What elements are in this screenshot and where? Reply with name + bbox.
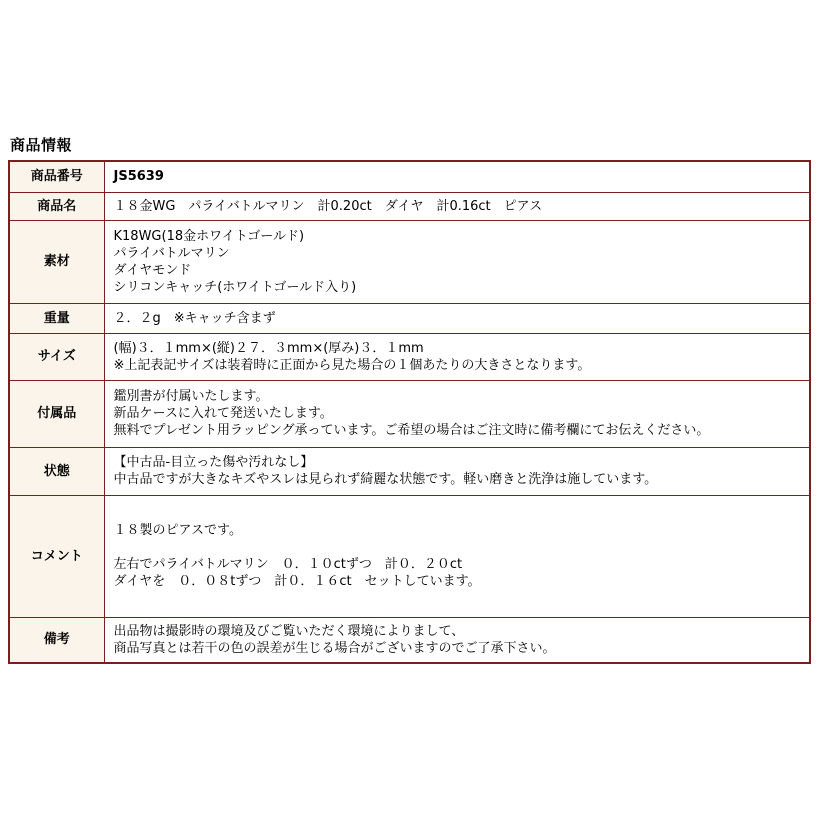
condition-line: 【中古品-目立った傷や汚れなし】	[113, 455, 314, 470]
comment-label: コメント	[9, 495, 104, 617]
condition-line: 中古品ですが大きなキズやスレは見られず綺麗な状態です。軽い磨きと洗浄は施しています。	[113, 472, 658, 487]
material-label: 素材	[9, 220, 104, 303]
row-product-number	[9, 161, 810, 192]
product-info-table	[8, 160, 811, 664]
material-line: K18WG(18金ホワイトゴールド)	[113, 228, 305, 244]
remarks-line: 商品写真とは若干の色の誤差が生じる場合がございますのでご了承下さい。	[113, 640, 556, 656]
product-name-value: １８金WG パライバトルマリン 計0.20ct ダイヤ 計0.16ct ピアス	[104, 192, 810, 220]
comment-line	[114, 539, 801, 556]
accessories-line: 鑑別書が付属いたします。	[113, 389, 269, 404]
row-size	[9, 333, 810, 380]
row-product-name	[9, 192, 810, 220]
size-line: (幅)３．１mm×(縦)２７．３mm×(厚み)３．１mm	[113, 340, 424, 356]
size-line: ※上記表記サイズは装着時に正面から見た場合の１個あたりの大きさとなります。	[113, 357, 591, 373]
product-number-label: 商品番号	[9, 161, 104, 192]
row-condition	[9, 447, 810, 495]
material-value	[104, 220, 810, 303]
comment-line: １８製のピアスです。	[113, 523, 242, 538]
accessories-label: 付属品	[9, 380, 104, 447]
comment-line: ダイヤを ０．０８tずつ 計０．１６ct セットしています。	[113, 574, 481, 589]
material-line: ダイヤモンド	[113, 262, 192, 278]
remarks-line: 出品物は撮影時の環境及びご覧いただく環境によりまして、	[113, 623, 465, 639]
size-value	[104, 333, 810, 380]
remarks-label: 備考	[9, 617, 104, 663]
accessories-line: 新品ケースに入れて発送いたします。	[113, 406, 333, 421]
condition-label: 状態	[9, 447, 104, 495]
product-number-value: JS5639	[104, 161, 810, 192]
accessories-value	[104, 380, 810, 447]
size-label: サイズ	[9, 333, 104, 380]
comment-value	[104, 495, 810, 617]
row-weight	[9, 303, 810, 333]
weight-value: ２．２g ※キャッチ含まず	[104, 303, 810, 333]
page-title: 商品情報	[10, 136, 73, 154]
row-remarks	[9, 617, 810, 663]
remarks-value	[104, 617, 810, 663]
product-name-label: 商品名	[9, 192, 104, 220]
weight-label: 重量	[9, 303, 104, 333]
row-comment	[9, 495, 810, 617]
row-accessories	[9, 380, 810, 447]
material-line: パライバトルマリン	[113, 245, 230, 261]
comment-line: 左右でパライバトルマリン ０．１０ctずつ 計０．２０ct	[113, 557, 463, 572]
accessories-line: 無料でプレゼント用ラッピング承っています。ご希望の場合はご注文時に備考欄にてお伝えください。	[113, 423, 710, 438]
row-material	[9, 220, 810, 303]
material-line: シリコンキャッチ(ホワイトゴールド入り)	[113, 279, 357, 295]
condition-value	[104, 447, 810, 495]
